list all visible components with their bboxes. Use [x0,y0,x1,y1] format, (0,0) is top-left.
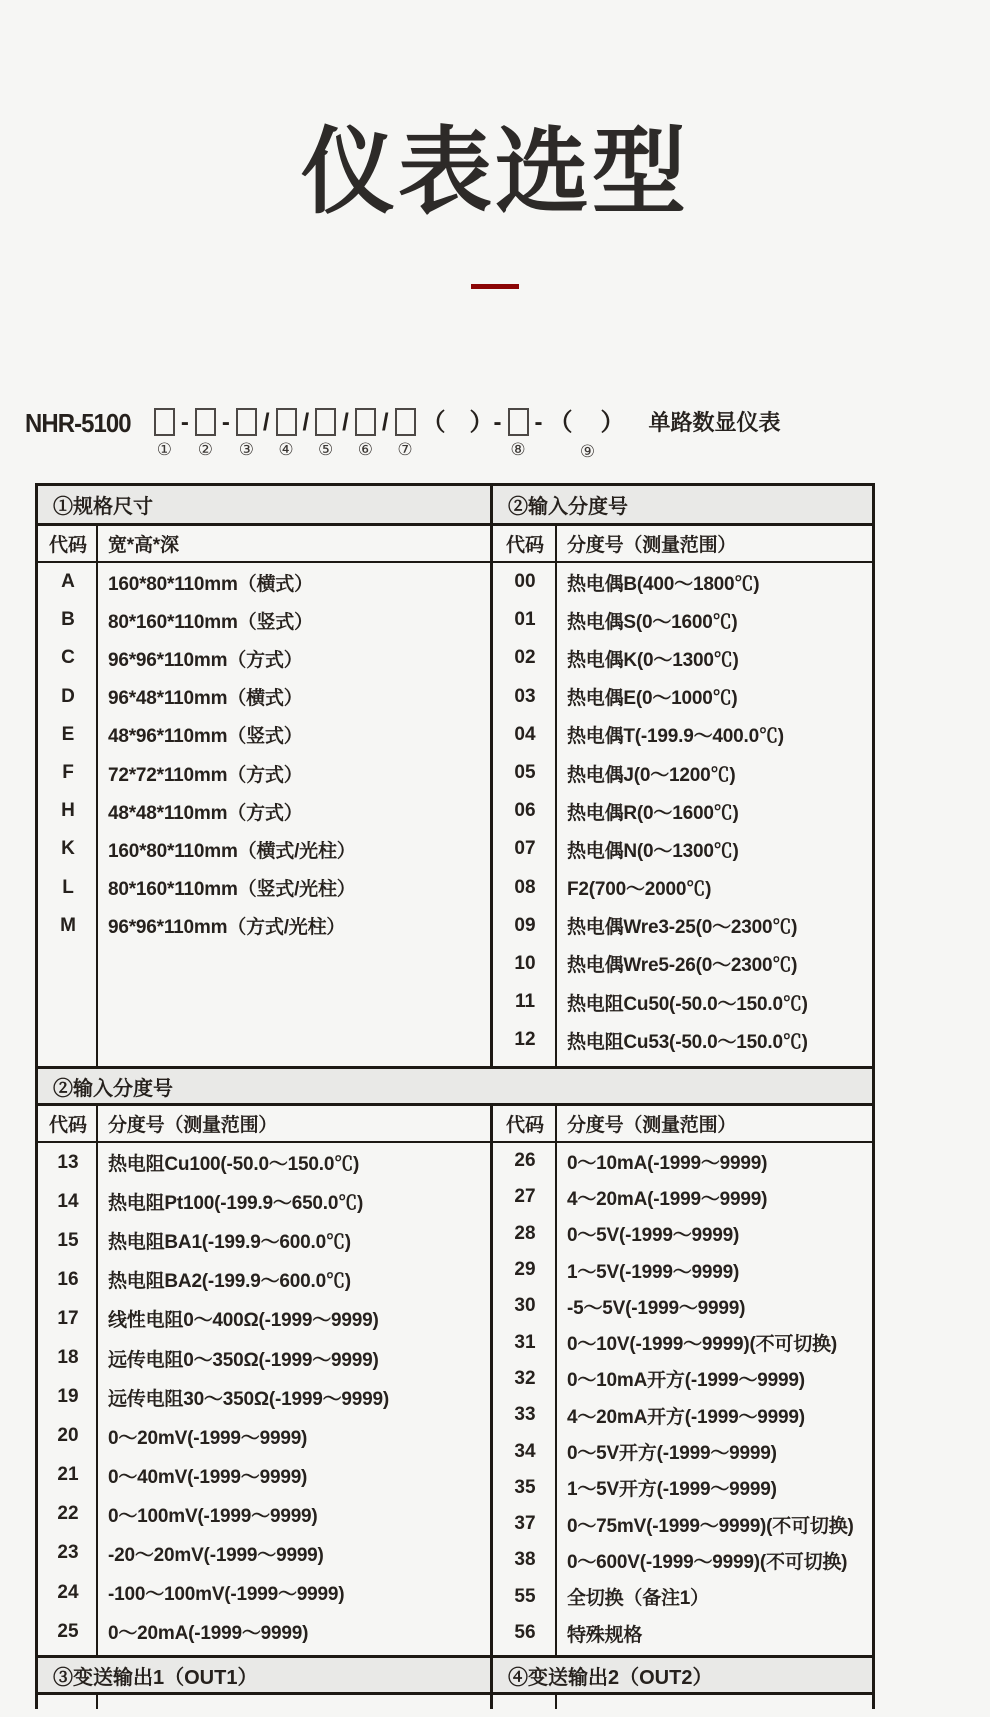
row-code: 37 [514,1513,536,1535]
code-box [355,408,376,436]
row-code: 31 [514,1331,536,1353]
row-code: 00 [514,571,536,593]
table-row [38,830,490,868]
input-index-colheader-2r [493,1106,872,1143]
model-slot [395,408,416,458]
input-index-table-2-left [38,1106,493,1655]
table-row [38,1495,490,1534]
col-desc-label: 分度号（测量范围） [108,1115,278,1136]
table-row [38,869,490,907]
table-row [38,639,490,677]
row-code: A [61,571,75,593]
row-code: 19 [57,1386,79,1408]
row-code: 13 [57,1151,79,1173]
table-row [493,754,872,792]
row-code: 24 [57,1581,79,1603]
row-description: 0～10mA(-1999～9999) [567,1152,768,1174]
table-row [493,1361,872,1397]
row-description: 热电偶T(-199.9～400.0℃) [567,726,784,748]
row-code: 05 [514,762,536,784]
table-row [38,1143,490,1182]
row-code: 06 [514,800,536,822]
code-box [395,408,416,436]
row-code: 16 [57,1268,79,1290]
table-row [38,1338,490,1377]
table-row [38,1612,490,1651]
row-description: 80*160*110mm（竖式） [108,611,313,633]
table-row [493,1506,872,1542]
row-code: K [61,838,75,860]
row-description: 0～10mA开方(-1999～9999) [567,1370,805,1392]
row-description: 热电偶J(0～1200℃) [567,764,736,786]
input-index-table-2-right [493,1106,872,1655]
row-description: 0～100mV(-1999～9999) [108,1505,318,1527]
row-description: 热电偶Wre3-25(0～2300℃) [567,917,798,939]
input-index-rows-1 [493,563,872,1066]
row-code: 04 [514,723,536,745]
table-row [38,716,490,754]
code-box [508,408,529,436]
row-code: 20 [57,1425,79,1447]
table-row [493,639,872,677]
code-box [154,408,175,436]
row-description: 热电偶S(0～1600℃) [567,611,738,633]
row-code: 01 [514,609,536,631]
model-slot [276,408,297,458]
col-desc-label: 分度号（测量范围） [567,535,737,556]
table-row [493,869,872,907]
input-index-header-1: ②输入分度号 [493,486,872,526]
code-box [315,408,336,436]
row-code: L [62,876,74,898]
row-description: 96*48*110mm（横式） [108,688,303,710]
row-description: -20～20mV(-1999～9999) [108,1544,324,1566]
table-row [38,907,490,945]
table-row [493,945,872,983]
section-output-headers [38,1655,872,1695]
partial-next-row [38,1695,872,1709]
model-separator: / [342,409,349,436]
row-description: 热电偶E(0～1000℃) [567,688,738,710]
row-description: 4～20mA开方(-1999～9999) [567,1406,805,1428]
code-box [195,408,216,436]
model-suffix: 单路数显仪表 [648,410,781,435]
table-row [493,601,872,639]
row-description: 160*80*110mm（横式） [108,573,313,595]
row-description: 远传电阻0～350Ω(-1999～9999) [108,1349,379,1371]
row-description: -5～5V(-1999～9999) [567,1297,746,1319]
table-row [493,1615,872,1651]
page-title: 仪表选型 [300,119,689,224]
table-row [493,830,872,868]
row-description: 热电阻BA1(-199.9～600.0℃) [108,1232,351,1254]
row-code: 38 [514,1549,536,1571]
out2-header: ④变送输出2（OUT2） [493,1658,872,1692]
row-description: 热电偶B(400～1800℃) [567,573,760,595]
table-row [493,1542,872,1578]
row-code: 32 [514,1367,536,1389]
row-code: F [62,762,74,784]
table-row [493,1216,872,1252]
row-description: 96*96*110mm（方式） [108,649,303,671]
table-row [493,563,872,601]
table-row [493,1252,872,1288]
row-description: 1～5V开方(-1999～9999) [567,1479,777,1501]
table-row [38,1573,490,1612]
row-description: 160*80*110mm（横式/光柱） [108,840,356,862]
row-code: 34 [514,1440,536,1462]
table-row [493,792,872,830]
table-row [493,983,872,1021]
row-code: H [61,800,75,822]
row-code: 10 [514,952,536,974]
model-slot [508,408,529,458]
row-description: 48*48*110mm（方式） [108,802,303,824]
table-row [38,1260,490,1299]
row-description: 热电偶N(0～1300℃) [567,840,739,862]
row-code: 21 [57,1464,79,1486]
title-accent-dash [471,284,519,289]
row-code: 14 [57,1190,79,1212]
row-code: 27 [514,1186,536,1208]
section-size-and-input [38,486,872,1066]
table-row [38,601,490,639]
row-description: 热电阻Cu53(-50.0～150.0℃) [567,1031,808,1053]
code-parens: （ ） [548,409,627,436]
row-code: D [61,685,75,707]
row-code: 11 [514,991,536,1013]
input-index-rows-2r [493,1143,872,1655]
row-code: 35 [514,1476,536,1498]
table-row [38,563,490,601]
table-row [493,1579,872,1615]
row-description: 0～5V开方(-1999～9999) [567,1443,777,1465]
size-spec-rows [38,563,490,1066]
table-row [493,1470,872,1506]
table-row [493,1324,872,1360]
position-number: ⑧ [510,440,526,459]
table-row [493,907,872,945]
table-row [493,1021,872,1059]
row-description: 96*96*110mm（方式/光柱） [108,917,346,939]
model-slot [549,408,627,460]
row-description: 0～20mA(-1999～9999) [108,1623,309,1645]
row-code: 56 [514,1622,536,1643]
col-desc-label: 分度号（测量范围） [567,1115,737,1136]
row-description: 72*72*110mm（方式） [108,764,303,786]
out1-header: ③变送输出1（OUT1） [38,1658,493,1692]
row-code: 28 [514,1222,536,1244]
row-description: 0～10V(-1999～9999)(不可切换) [567,1334,837,1356]
row-code: 08 [514,876,536,898]
size-spec-header: ①规格尺寸 [38,486,490,526]
table-row [38,792,490,830]
row-description: -100～100mV(-1999～9999) [108,1584,345,1606]
row-description: 热电阻Cu100(-50.0～150.0℃) [108,1154,360,1176]
position-number: ⑦ [397,440,413,459]
row-description: 热电偶R(0～1600℃) [567,802,739,824]
row-description: 热电阻Cu50(-50.0～150.0℃) [567,993,808,1015]
row-description: 0～600V(-1999～9999)(不可切换) [567,1551,848,1573]
row-code: 26 [514,1150,536,1172]
row-description: 0～5V(-1999～9999) [567,1225,740,1247]
row-code: 17 [57,1307,79,1329]
model-separator: （ ）- [421,409,502,436]
model-code-line [25,408,781,460]
position-number: ③ [238,440,254,459]
row-code: 25 [57,1620,79,1642]
row-code: 18 [57,1347,79,1369]
model-code-tokens [152,408,629,460]
row-description: 全切换（备注1） [567,1588,709,1610]
table-row [493,1179,872,1215]
input-index-rows-2l [38,1143,490,1655]
row-description: 80*160*110mm（竖式/光柱） [108,879,356,901]
size-spec-colheader [38,526,490,563]
row-code: 33 [514,1404,536,1426]
table-row [38,678,490,716]
position-number: ⑨ [579,442,596,461]
table-row [38,1378,490,1417]
input-index-colheader-1 [493,526,872,563]
row-description: 热电偶K(0～1300℃) [567,649,739,671]
code-box [236,408,257,436]
input-index-continued-header: ②输入分度号 [38,1066,872,1106]
row-code: 12 [514,1029,536,1051]
model-slot [195,408,216,458]
model-separator: / [381,409,389,436]
table-row [493,1143,872,1179]
row-code: 30 [514,1295,536,1317]
row-description: 0～20mV(-1999～9999) [108,1427,308,1449]
row-description: 热电偶Wre5-26(0～2300℃) [567,955,798,977]
row-code: 07 [514,838,536,860]
row-code: 02 [514,647,536,669]
row-code: 22 [57,1503,79,1525]
row-description: 48*96*110mm（竖式） [108,726,303,748]
row-description: 1～5V(-1999～9999) [567,1261,740,1283]
model-separator: / [262,409,270,436]
row-code: 15 [57,1229,79,1251]
row-description: 0～75mV(-1999～9999)(不可切换) [567,1515,854,1537]
row-description: 热电阻BA2(-199.9～600.0℃) [108,1271,351,1293]
table-row [38,754,490,792]
model-separator: - [221,409,230,436]
row-code: M [60,914,76,936]
table-row [493,1397,872,1433]
table-row [38,1456,490,1495]
col-code-label: 代码 [505,1115,544,1136]
col-code-label: 代码 [48,535,87,556]
row-code: B [61,609,75,631]
position-number: ① [156,440,172,459]
model-separator: - [180,409,189,436]
col-desc-label: 宽*高*深 [108,535,179,556]
section-input-continued [38,1106,872,1655]
table-row [38,1417,490,1456]
model-slot [236,408,257,458]
position-number: ⑥ [357,440,373,459]
row-description: 4～20mA(-1999～9999) [567,1188,768,1210]
table-row [38,1221,490,1260]
model-separator: / [302,409,310,436]
row-description: 0～40mV(-1999～9999) [108,1466,308,1488]
model-prefix: NHR-5100 [25,408,131,438]
position-number: ④ [278,440,294,459]
row-description: F2(700～2000℃) [567,879,712,901]
row-code: 55 [514,1585,536,1607]
table-row [493,716,872,754]
row-code: 23 [57,1542,79,1564]
position-number: ② [197,440,213,459]
row-description: 特殊规格 [567,1624,643,1646]
table-row [493,1288,872,1324]
model-separator: - [534,409,543,436]
table-row [493,1433,872,1469]
table-row [38,1534,490,1573]
size-spec-table [38,486,493,1066]
row-description: 远传电阻30～350Ω(-1999～9999) [108,1388,389,1410]
row-description: 热电阻Pt100(-199.9～650.0℃) [108,1193,364,1215]
code-box [276,408,297,436]
model-slot [315,408,336,458]
row-code: 29 [514,1259,536,1281]
col-code-label: 代码 [48,1115,87,1136]
col-code-label: 代码 [505,535,544,556]
table-row [38,1299,490,1338]
row-code: C [61,647,75,669]
input-index-table-1 [493,486,872,1066]
selection-table [35,483,875,1709]
row-code: 09 [514,914,536,936]
row-code: E [61,723,75,745]
table-row [493,678,872,716]
row-code: 03 [514,685,536,707]
table-row [38,1182,490,1221]
input-index-colheader-2l [38,1106,490,1143]
model-slot [355,408,376,458]
row-description: 线性电阻0～400Ω(-1999～9999) [108,1310,379,1332]
model-slot [154,408,175,458]
position-number: ⑤ [318,440,334,459]
